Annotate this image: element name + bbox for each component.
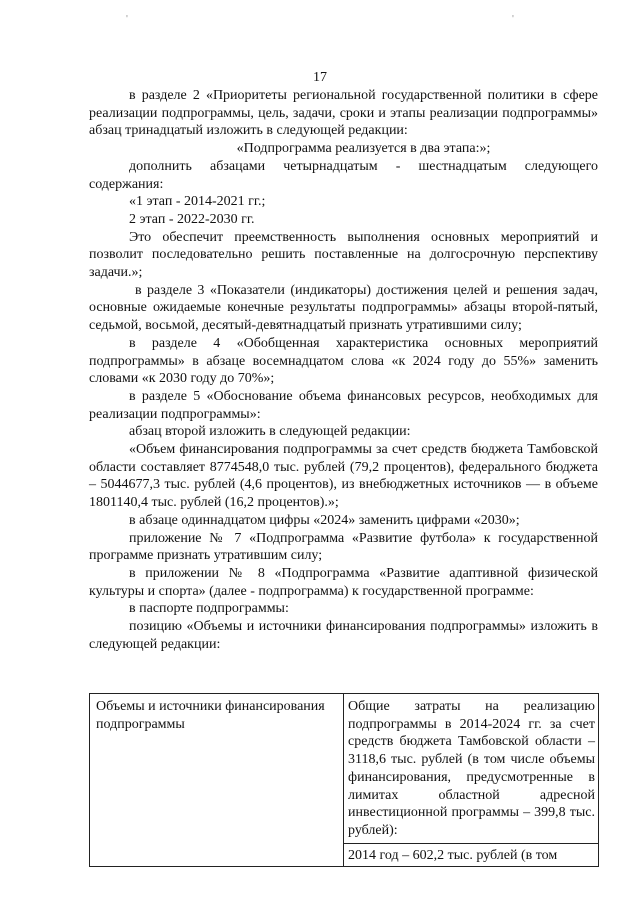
table-value-cell	[344, 694, 599, 867]
paragraph: 2 этап - 2022-2030 гг.	[129, 211, 255, 227]
paragraph: в разделе 4 «Обобщенная характеристика основных мероприятий подпрограммы» в абзаце восемнадцатом слова «к 2024 году до 55%» заменить словами «к 2030 году до 70%»;	[89, 335, 598, 387]
funding-summary: Общие затраты на реализацию подпрограммы в 2014-2024 гг. за счет средств бюджета Тамбовской области – 3118,6 тыс. рублей (в том числе объемы финансирования, предусмотренные в лимитах областной адресной инвестиционной программы – 399,8 тыс. рублей):	[348, 699, 595, 838]
page-number: 17	[313, 70, 327, 85]
paragraph: в паспорте подпрограммы:	[129, 601, 289, 617]
funding-table	[89, 693, 599, 867]
paragraph: «1 этап - 2014-2021 гг.;	[129, 194, 266, 210]
paragraph: в разделе 2 «Приоритеты региональной государственной политики в сфере реализации подпрограммы, цель, задачи, сроки и этапы реализации подпрограммы» абзац тринадцатый изложить в следующей редакции:	[89, 88, 598, 139]
paragraph: приложение № 7 «Подпрограмма «Развитие футбола» к государственной программе признать утратившим силу;	[89, 530, 598, 564]
table-row	[90, 694, 599, 867]
paragraph: «Подпрограмма реализуется в два этапа:»;	[236, 141, 491, 157]
funding-year-line: 2014 год – 602,2 тыс. рублей (в том	[344, 843, 598, 865]
paragraph: в приложении № 8 «Подпрограмма «Развитие адаптивной физической культуры и спорта» (далее - подпрограмма) к государственной программе:	[89, 565, 598, 599]
paragraph: «Объем финансирования подпрограммы за счет средств бюджета Тамбовской области составляет 8774548,0 тыс. рублей (79,2 процентов), федерального бюджета – 5044677,3 тыс. рублей (4,6 процентов), из внебюджетных источников — в объеме 1801140,4 тыс. рублей (16,2 процентов).»;	[89, 442, 598, 511]
corner-mark-right: '	[512, 14, 514, 25]
paragraph: в абзаце одиннадцатом цифры «2024» заменить цифрами «2030»;	[129, 512, 520, 528]
paragraph: дополнить абзацами четырнадцатым - шестнадцатым следующего содержания:	[89, 158, 598, 192]
document-body	[89, 87, 598, 654]
table-label-cell: Объемы и источники финансирования подпрограммы	[90, 694, 344, 867]
paragraph: в разделе 3 «Показатели (индикаторы) достижения целей и решения задач, основные ожидаемые конечные результаты подпрограммы» абзацы второй-пятый, седьмой, восьмой, десятый-девятнадцатый признать утратившими силу;	[89, 282, 598, 334]
paragraph: позицию «Объемы и источники финансирования подпрограммы» изложить в следующей редакции:	[89, 619, 598, 652]
corner-mark-left: '	[126, 14, 128, 25]
paragraph: в разделе 5 «Обоснование объема финансовых ресурсов, необходимых для реализации подпрограммы»:	[89, 388, 598, 422]
paragraph: абзац второй изложить в следующей редакции:	[129, 424, 411, 440]
paragraph: Это обеспечит преемственность выполнения основных мероприятий и позволит последовательно решить поставленные на долгосрочную перспективу задачи.»;	[89, 229, 598, 281]
